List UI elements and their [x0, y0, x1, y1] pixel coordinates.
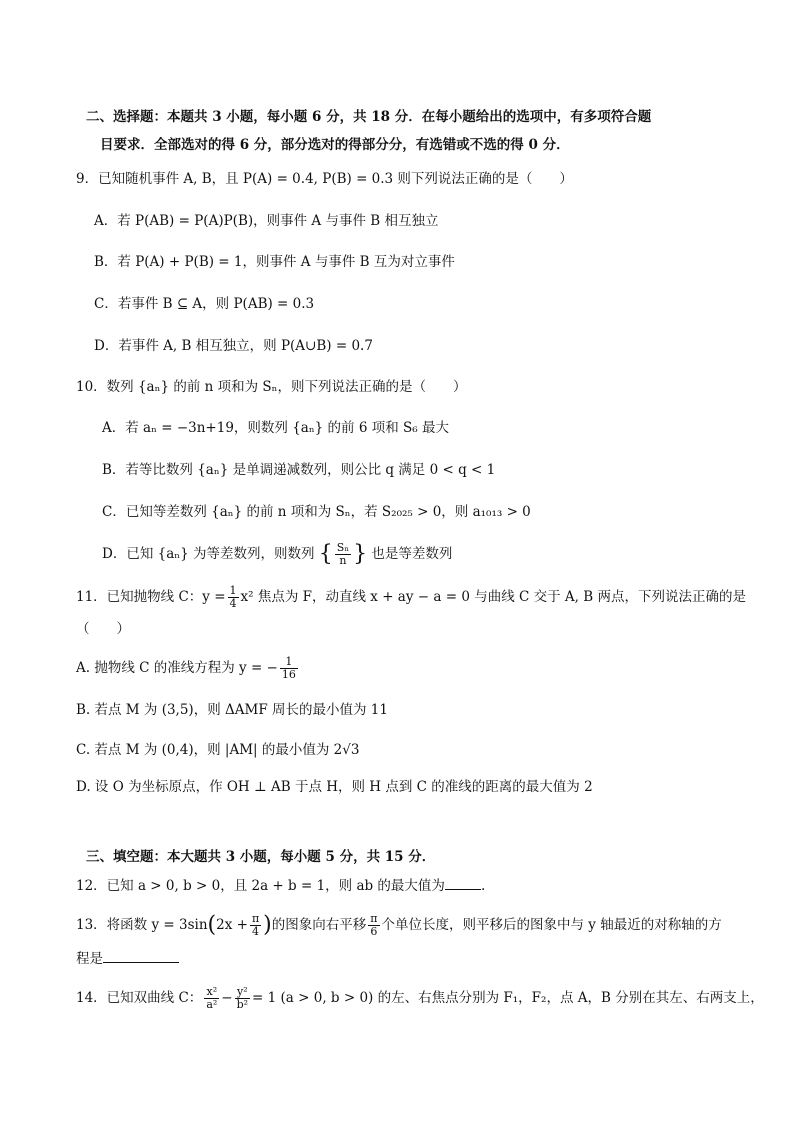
- fraction-numerator: 1: [280, 656, 298, 669]
- fraction-denominator: 4: [252, 925, 260, 938]
- q11-stem-pre: 11．已知抛物线 C：y =: [76, 589, 226, 605]
- left-paren-icon: (: [207, 912, 217, 938]
- left-brace-icon: {: [318, 541, 333, 567]
- q13-shift-fraction: [368, 913, 379, 938]
- q12-answer-blank[interactable]: [445, 877, 481, 890]
- fraction-denominator: a²: [206, 998, 218, 1011]
- fraction-denominator: 16: [281, 668, 296, 681]
- fraction-numerator: Sₙ: [336, 541, 350, 554]
- q12-end: .: [480, 878, 486, 894]
- q11-stem: [76, 585, 746, 610]
- q9-option-c: C．若事件 B ⊆ A，则 P(AB) = 0.3: [94, 296, 315, 312]
- q14-post: = 1 (a > 0, b > 0) 的左、右焦点分别为 F₁，F₂，点 A，B 分别在其左、右两支上，: [252, 990, 764, 1006]
- right-paren-icon: ): [263, 912, 272, 938]
- q14-minus: −: [221, 990, 233, 1006]
- fraction-denominator: n: [339, 554, 347, 567]
- q11-option-d: D. 设 O 为坐标原点，作 OH ⊥ AB 于点 H，则 H 点到 C 的准线的距离的最大值为 2: [76, 779, 593, 795]
- fraction-numerator: π: [251, 912, 260, 925]
- q14-fraction-y: [235, 986, 250, 1011]
- q14: [76, 986, 764, 1011]
- q10-option-b: B．若等比数列 {aₙ} 是单调递减数列，则公比 q 满足 0 < q < 1: [102, 462, 496, 478]
- q11-option-c: C. 若点 M 为 (0,4)，则 |AM| 的最小值为 2√3: [76, 742, 360, 758]
- q10-option-d-fraction: [335, 542, 351, 567]
- q13-pre: 13．将函数 y = 3sin: [76, 917, 208, 933]
- section2-heading-line2: 目要求．全部选对的得 6 分，部分选对的得部分分，有选错或不选的得 0 分．: [100, 137, 570, 153]
- q9-option-d: D．若事件 A, B 相互独立，则 P(A∪B) = 0.7: [94, 338, 373, 354]
- q13: [76, 913, 722, 938]
- q13-mid: 的图象向右平移: [271, 917, 367, 933]
- fraction-denominator: 6: [370, 925, 378, 938]
- q13-answer-blank[interactable]: [103, 950, 179, 963]
- q10-option-d-pre: D．已知 {aₙ} 为等差数列，则数列: [102, 546, 315, 562]
- section2-heading-line1: 二、选择题：本题共 3 小题，每小题 6 分，共 18 分．在每小题给出的选项中，有多项符合题: [86, 109, 652, 125]
- q13-paren-pre: 2x +: [216, 917, 248, 933]
- fraction-numerator: x²: [204, 986, 219, 999]
- q12: [76, 877, 485, 895]
- q10-option-d-post: 也是等差数列: [371, 546, 453, 562]
- q11-option-a-fraction: [280, 656, 298, 681]
- section3-heading: 三、填空题：本大题共 3 小题，每小题 5 分，共 15 分．: [86, 849, 436, 865]
- q13-paren-fraction: [250, 913, 261, 938]
- q9-option-b: B．若 P(A) + P(B) = 1，则事件 A 与事件 B 互为对立事件: [94, 254, 455, 270]
- q14-pre: 14．已知双曲线 C：: [76, 990, 203, 1006]
- q11-stem-fraction: [228, 585, 239, 610]
- q11-option-a-pre: A. 抛物线 C 的准线方程为 y = −: [76, 660, 278, 676]
- q9-stem: 9．已知随机事件 A, B，且 P(A) = 0.4, P(B) = 0.3 则下列说法正确的是（ ）: [76, 171, 573, 187]
- fraction-denominator: 4: [229, 597, 237, 610]
- q14-fraction-x: [204, 986, 219, 1011]
- q11-option-a: [76, 656, 300, 681]
- q11-stem-line2: （ ）: [76, 621, 130, 637]
- q13-post: 个单位长度，则平移后的图象中与 y 轴最近的对称轴的方: [381, 917, 722, 933]
- q11-stem-post: x² 焦点为 F，动直线 x + ay − a = 0 与曲线 C 交于 A, B 两点，下列说法正确的是: [240, 589, 746, 605]
- q9-option-a: A．若 P(AB) = P(A)P(B)，则事件 A 与事件 B 相互独立: [94, 213, 439, 229]
- q13-line2-text: 程是: [76, 951, 103, 967]
- q12-text: 12．已知 a > 0, b > 0，且 2a + b = 1，则 ab 的最大值为: [76, 878, 445, 894]
- q11-option-b: B. 若点 M 为 (3,5)，则 ΔAMF 周长的最小值为 11: [76, 702, 388, 718]
- q13-line2: [76, 950, 179, 968]
- fraction-numerator: 1: [229, 584, 237, 597]
- q10-option-c: C．已知等差数列 {aₙ} 的前 n 项和为 Sₙ，若 S₂₀₂₅ > 0，则 a₁₀₁₃ > 0: [102, 504, 531, 520]
- fraction-denominator: b²: [236, 998, 249, 1011]
- right-brace-icon: }: [353, 541, 368, 567]
- fraction-numerator: π: [370, 912, 378, 925]
- q10-option-d: [102, 542, 452, 567]
- q10-stem: 10．数列 {aₙ} 的前 n 项和为 Sₙ，则下列说法正确的是（ ）: [76, 379, 467, 395]
- fraction-numerator: y²: [235, 986, 250, 999]
- q10-option-a: A．若 aₙ = −3n+19，则数列 {aₙ} 的前 6 项和 S₆ 最大: [102, 420, 449, 436]
